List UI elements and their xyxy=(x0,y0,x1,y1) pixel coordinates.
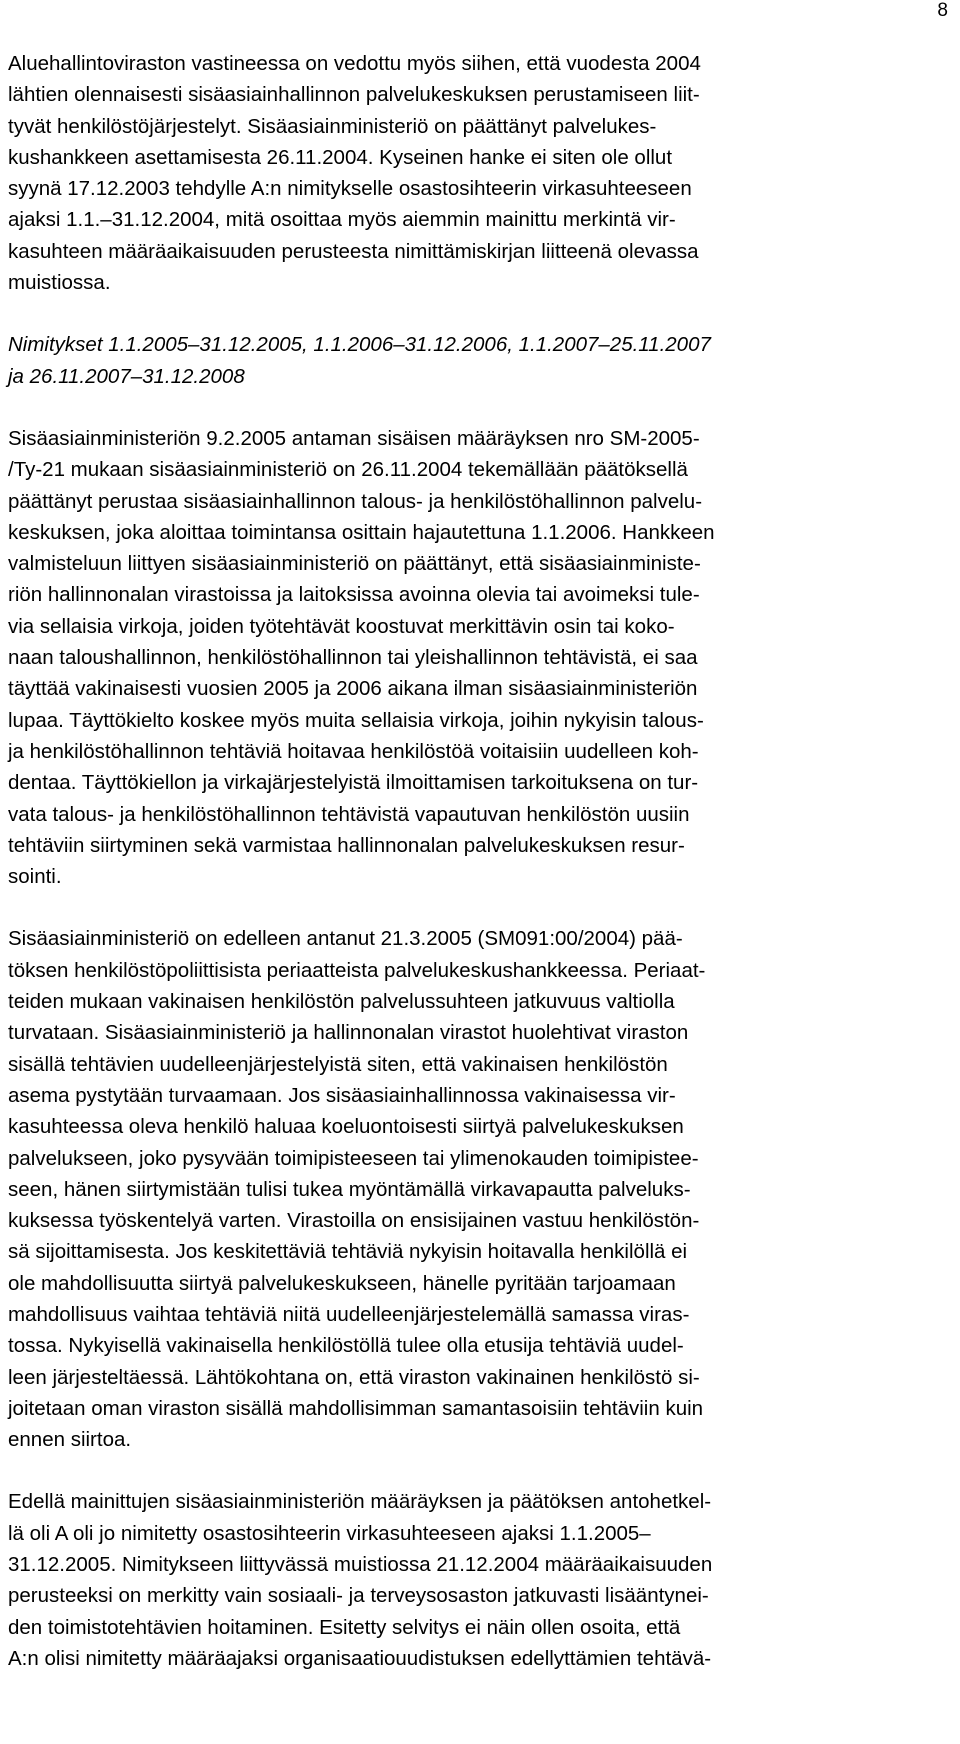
text-line: den toimistotehtävien hoitaminen. Esitetty selvitys ei näin ollen osoita, että xyxy=(8,1615,681,1639)
text-line: lähtien olennaisesti sisäasiainhallinnon palvelukeskuksen perustamiseen liit- xyxy=(8,83,700,107)
text-line: kushankkeen asettamisesta 26.11.2004. Kyseinen hanke ei siten ole ollut xyxy=(8,145,673,169)
text-line: /Ty-21 mukaan sisäasiainministeriö on 26.11.2004 tekemällään päätöksellä xyxy=(8,458,688,482)
text-line: päättänyt perustaa sisäasiainhallinnon talous- ja henkilöstöhallinnon palvelu- xyxy=(8,489,703,513)
text-line: Edellä mainittujen sisäasiainministeriön määräyksen ja päätöksen antohetkel- xyxy=(8,1490,712,1514)
paragraph-4 xyxy=(8,923,864,1455)
text-line: vata talous- ja henkilöstöhallinnon tehtävistä vapautuvan henkilöstön uusiin xyxy=(8,802,690,826)
paragraph-gap xyxy=(8,298,864,329)
paragraph-1 xyxy=(8,48,864,298)
text-line: joitetaan oman viraston sisällä mahdollisimman samantasoisiin tehtäviin kuin xyxy=(8,1396,704,1420)
text-line: tehtäviin siirtyminen sekä varmistaa hallinnonalan palvelukeskuksen resur- xyxy=(8,833,685,857)
document-body xyxy=(8,48,864,1674)
text-line: Nimitykset 1.1.2005–31.12.2005, 1.1.2006–31.12.2006, 1.1.2007–25.11.2007 xyxy=(8,333,711,357)
text-line: turvataan. Sisäasiainministeriö ja hallinnonalan virastot huolehtivat viraston xyxy=(8,1021,689,1045)
text-line: naan taloushallinnon, henkilöstöhallinnon tai yleishallinnon tehtävistä, ei saa xyxy=(8,646,698,670)
text-line: valmisteluun liittyen sisäasiainministeriö on päättänyt, että sisäasiainministe- xyxy=(8,552,701,576)
text-line: kasuhteen määräaikaisuuden perusteesta nimittämiskirjan liitteenä olevassa xyxy=(8,239,699,263)
text-line: sä sijoittamisesta. Jos keskitettäviä tehtäviä nykyisin hoitavalla henkilöllä ei xyxy=(8,1240,688,1264)
text-line: seen, hänen siirtymistään tulisi tukea myöntämällä virkavapautta palveluks- xyxy=(8,1177,691,1201)
text-line: Aluehallintoviraston vastineessa on vedottu myös siihen, että vuodesta 2004 xyxy=(8,52,701,75)
paragraph-2-heading xyxy=(8,329,864,392)
text-line: palvelukseen, joko pysyvään toimipisteeseen tai ylimenokauden toimipistee- xyxy=(8,1146,699,1170)
text-line: sisällä tehtävien uudelleenjärjestelyistä siten, että vakinaisen henkilöstön xyxy=(8,1052,668,1076)
text-line: asema pystytään turvaamaan. Jos sisäasiainhallinnossa vakinaisessa vir- xyxy=(8,1083,676,1107)
text-line: tyvät henkilöstöjärjestelyt. Sisäasiainministeriö on päättänyt palvelukes- xyxy=(8,114,657,138)
page-number: 8 xyxy=(937,0,948,21)
text-line: dentaa. Täyttökiellon ja virkajärjestelyistä ilmoittamisen tarkoituksena on tur- xyxy=(8,771,699,795)
text-line: sointi. xyxy=(8,865,62,889)
text-line: muistiossa. xyxy=(8,271,111,295)
text-line: töksen henkilöstöpoliittisista periaatteista palvelukeskushankkeessa. Periaat- xyxy=(8,958,706,982)
text-line: perusteeksi on merkitty vain sosiaali- ja terveysosaston jatkuvasti lisääntynei- xyxy=(8,1584,709,1608)
text-line: ole mahdollisuutta siirtyä palvelukeskukseen, hänelle pyritään tarjoamaan xyxy=(8,1271,676,1295)
paragraph-gap xyxy=(8,392,864,423)
text-line: riön hallinnonalan virastoissa ja laitoksissa avoinna olevia tai avoimeksi tule- xyxy=(8,583,700,607)
text-line: 31.12.2005. Nimitykseen liittyvässä muistiossa 21.12.2004 määräaikaisuuden xyxy=(8,1553,713,1577)
text-line: kuksessa työskentelyä varten. Virastoilla on ensisijainen vastuu henkilöstön- xyxy=(8,1209,700,1233)
text-line: kasuhteessa oleva henkilö haluaa koeluontoisesti siirtyä palvelukeskuksen xyxy=(8,1115,684,1139)
text-line: ennen siirtoa. xyxy=(8,1428,132,1452)
text-line: keskuksen, joka aloittaa toimintansa osittain hajautettuna 1.1.2006. Hankkeen xyxy=(8,520,715,544)
text-line: tossa. Nykyisellä vakinaisella henkilöstöllä tulee olla etusija tehtäviä uudel- xyxy=(8,1334,684,1358)
text-line: täyttää vakinaisesti vuosien 2005 ja 2006 aikana ilman sisäasiainministeriön xyxy=(8,677,698,701)
text-line: Sisäasiainministeriön 9.2.2005 antaman sisäisen määräyksen nro SM-2005- xyxy=(8,426,700,450)
text-line: mahdollisuus vaihtaa tehtäviä niitä uudelleenjärjestelemällä samassa viras- xyxy=(8,1302,690,1326)
text-line: via sellaisia virkoja, joiden työtehtävät koostuvat merkittävin osin tai koko- xyxy=(8,614,675,638)
text-line: ja henkilöstöhallinnon tehtäviä hoitavaa henkilöstöä voitaisiin uudelleen koh- xyxy=(8,739,699,763)
text-line: Sisäasiainministeriö on edelleen antanut 21.3.2005 (SM091:00/2004) pää- xyxy=(8,927,683,951)
text-line: leen järjesteltäessä. Lähtökohtana on, että viraston vakinainen henkilöstö si- xyxy=(8,1365,700,1389)
text-line: teiden mukaan vakinaisen henkilöstön palvelussuhteen jatkuvuus valtiolla xyxy=(8,990,675,1014)
text-line: syynä 17.12.2003 tehdylle A:n nimitykselle osastosihteerin virkasuhteeseen xyxy=(8,177,692,201)
text-line: ja 26.11.2007–31.12.2008 xyxy=(8,364,245,388)
paragraph-3 xyxy=(8,423,864,892)
text-line: A:n olisi nimitetty määräajaksi organisaatiouudistuksen edellyttämien tehtävä- xyxy=(8,1646,712,1670)
paragraph-5 xyxy=(8,1486,864,1674)
text-line: ajaksi 1.1.–31.12.2004, mitä osoittaa myös aiemmin mainittu merkintä vir- xyxy=(8,208,676,232)
paragraph-gap xyxy=(8,1455,864,1486)
paragraph-gap xyxy=(8,892,864,923)
text-line: lä oli A oli jo nimitetty osastosihteerin virkasuhteeseen ajaksi 1.1.2005– xyxy=(8,1521,651,1545)
text-line: lupaa. Täyttökielto koskee myös muita sellaisia virkoja, joihin nykyisin talous- xyxy=(8,708,704,732)
